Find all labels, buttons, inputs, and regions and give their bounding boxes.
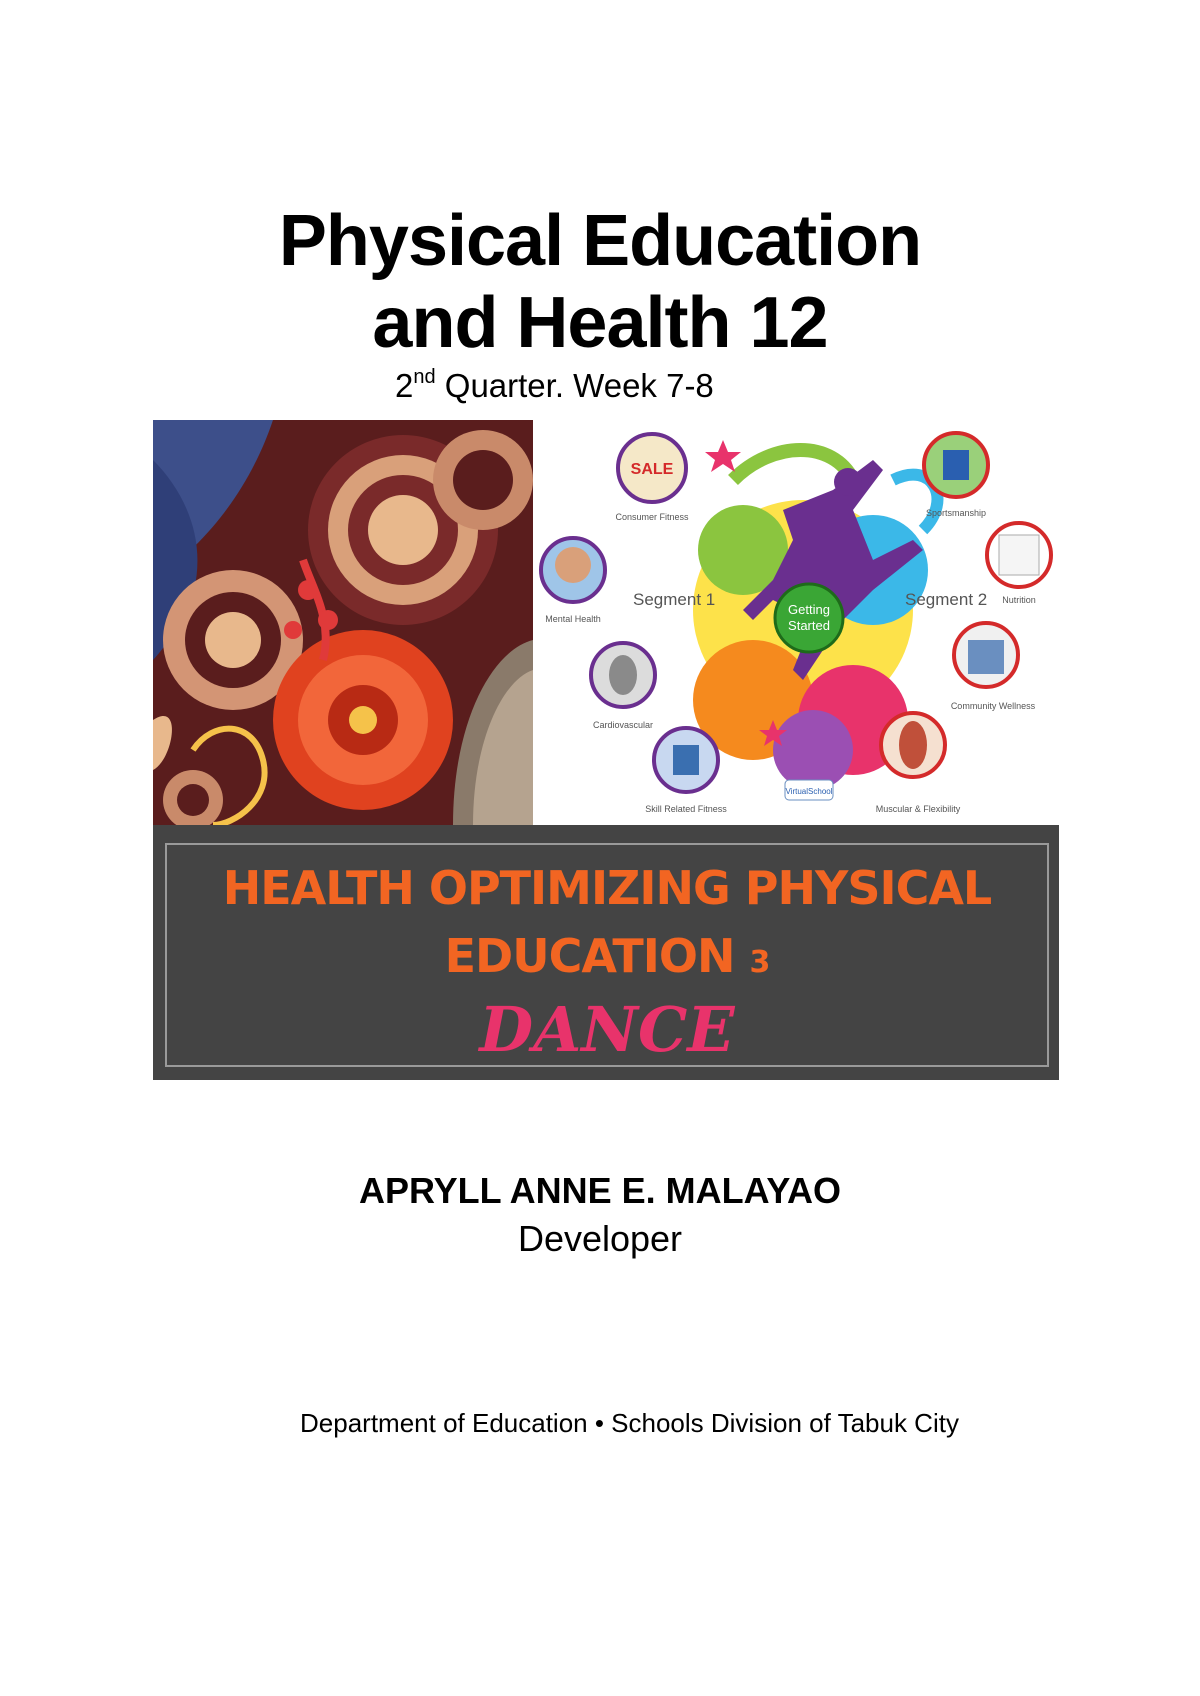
course-banner (153, 825, 1059, 1080)
caption-nutrition: Nutrition (1002, 595, 1036, 605)
cover-illustration (153, 420, 1059, 825)
segment-1-label: Segment 1 (633, 590, 716, 609)
banner-line-2-number: 3 (749, 945, 770, 980)
caption-skill-related: Skill Related Fitness (645, 804, 727, 814)
floral-pattern-image (153, 420, 533, 825)
subtitle-sup: nd (413, 366, 436, 388)
caption-community-wellness: Community Wellness (950, 701, 1036, 711)
caption-cardiovascular: Cardiovascular (592, 720, 654, 730)
caption-sportsmanship: Sportsmanship (925, 508, 987, 518)
subtitle-rest: Quarter. Week 7-8 (435, 367, 714, 404)
center-label-2: Started (788, 618, 830, 633)
author-name: APRYLL ANNE E. MALAYAO (358, 1170, 842, 1211)
banner-frame (165, 843, 1049, 1067)
hope-diagram-image (533, 420, 1059, 825)
banner-line-2 (167, 929, 1047, 983)
footer-organization: Department of Education • Schools Division of Tabuk City (300, 1408, 959, 1438)
author-role: Developer (517, 1218, 683, 1259)
sale-text: SALE (630, 461, 674, 478)
banner-line-1: HEALTH OPTIMIZING PHYSICAL (222, 861, 992, 915)
caption-muscular: Muscular & Flexibility (875, 804, 961, 814)
title-line-2: and Health 12 (372, 283, 828, 363)
caption-mental-health: Mental Health (545, 614, 601, 624)
subtitle-prefix: 2 (395, 367, 414, 404)
cover-image (153, 420, 1059, 825)
center-label-1: Getting (788, 602, 830, 617)
quarter-subtitle (395, 366, 714, 405)
virtual-school-badge: VirtualSchool (785, 787, 833, 796)
document-title (0, 200, 1200, 364)
title-line-1: Physical Education (278, 201, 922, 281)
banner-line-2-main: EDUCATION (444, 929, 750, 983)
segment-2-label: Segment 2 (905, 590, 988, 609)
caption-consumer-fitness: Consumer Fitness (615, 512, 689, 522)
banner-dance-title: DANCE (479, 993, 735, 1066)
